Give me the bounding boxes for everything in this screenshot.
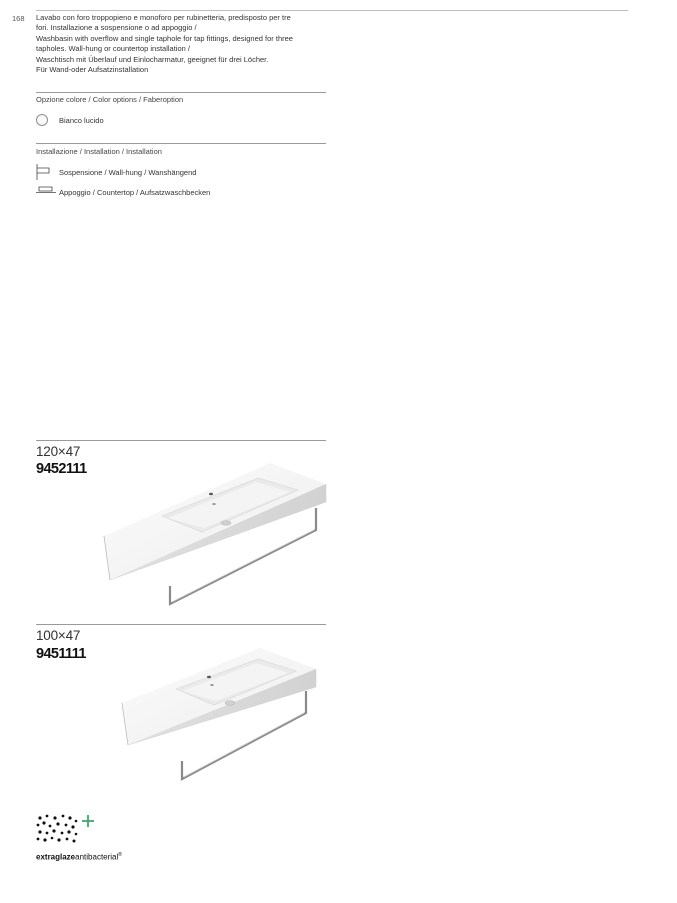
installation-option-label: Appoggio / Countertop / Aufsatzwaschbecken bbox=[59, 188, 211, 197]
registered-mark: ® bbox=[118, 852, 122, 858]
product-size: 100×47 bbox=[36, 628, 81, 643]
installation-title: Installazione / Installation / Installation bbox=[36, 147, 162, 156]
brand-regular: antibacterial bbox=[75, 852, 119, 862]
wall-hung-icon bbox=[36, 164, 52, 180]
installation-divider bbox=[36, 143, 326, 144]
product-divider bbox=[36, 440, 326, 441]
product-code: 9451111 bbox=[36, 646, 86, 662]
product-code: 9452111 bbox=[36, 461, 87, 477]
description-line: Washbasin with overflow and single taphole for tap fittings, designed for three bbox=[36, 33, 293, 43]
top-divider bbox=[36, 10, 628, 11]
color-options-divider bbox=[36, 92, 326, 93]
countertop-icon bbox=[36, 186, 56, 196]
product-size: 120×47 bbox=[36, 444, 81, 459]
plus-icon bbox=[81, 814, 95, 828]
extraglaze-antibacterial-label bbox=[36, 852, 122, 862]
page-number: 168 bbox=[12, 14, 25, 23]
washbasin-100x47-image bbox=[118, 645, 323, 785]
washbasin-120x47-image bbox=[100, 460, 330, 610]
description-line: Für Wand-oder Aufsatzinstallation bbox=[36, 65, 149, 75]
description-line: fori. Installazione a sospensione o ad appoggio / bbox=[36, 23, 197, 33]
color-options-title: Opzione colore / Color options / Faberoption bbox=[36, 95, 184, 104]
brand-bold: extraglaze bbox=[36, 852, 76, 862]
installation-option-label: Sospensione / Wall-hung / Wanshängend bbox=[59, 168, 197, 177]
product-divider bbox=[36, 624, 326, 625]
color-option-label: Bianco lucido bbox=[59, 116, 104, 125]
product-description bbox=[36, 13, 326, 75]
description-line: Waschtisch mit Überlauf und Einlocharmatur, geeignet für drei Löcher. bbox=[36, 54, 269, 64]
color-swatch-bianco-lucido bbox=[36, 114, 48, 126]
description-line: Lavabo con foro troppopieno e monoforo per rubinetteria, predisposto per tre bbox=[36, 13, 291, 22]
description-line: tapholes. Wall-hung or countertop installation / bbox=[36, 44, 190, 54]
